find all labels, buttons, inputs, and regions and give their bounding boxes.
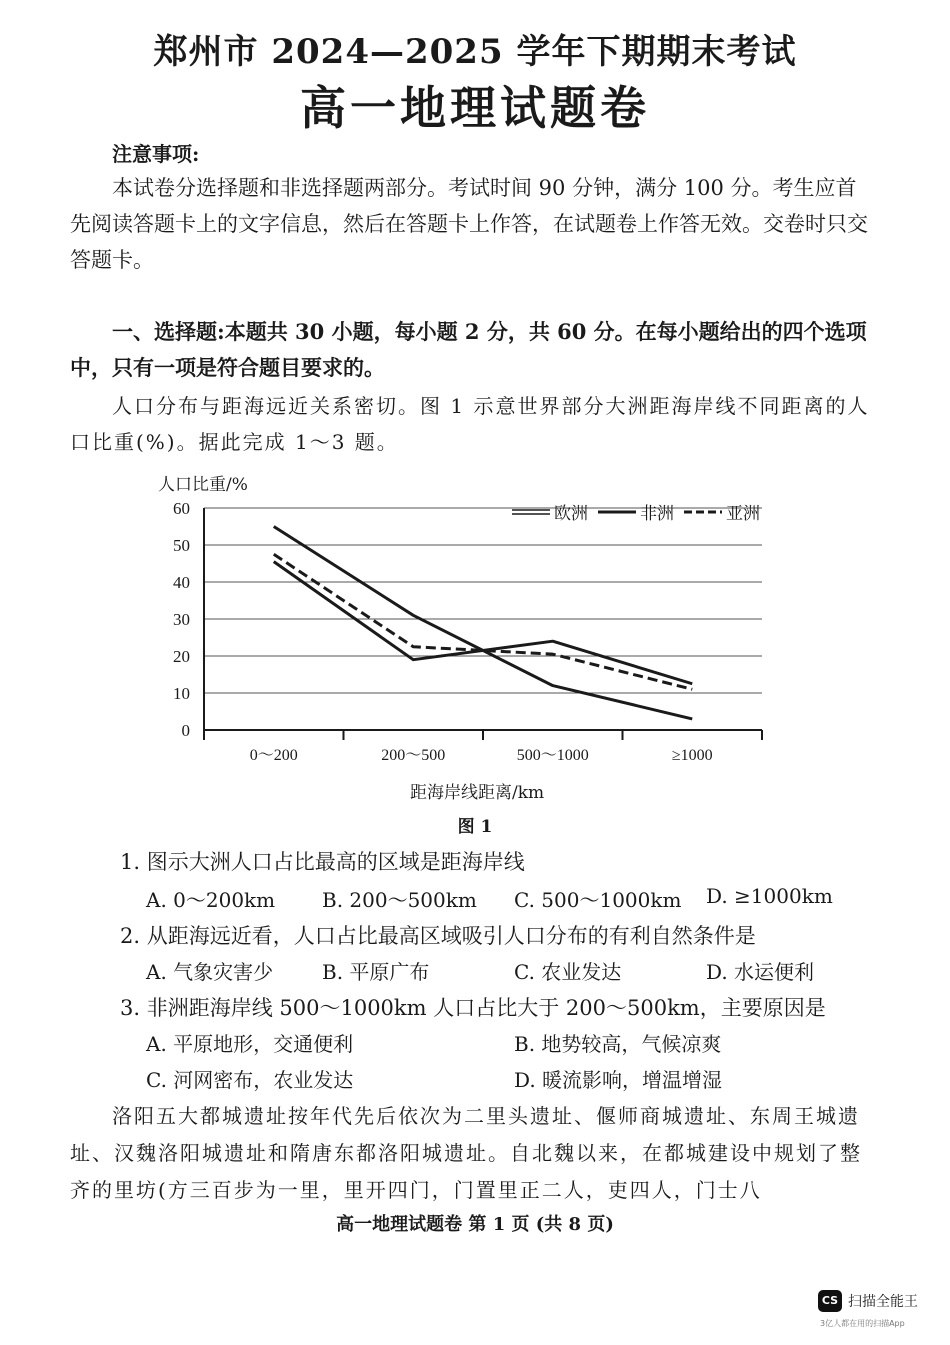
scanner-name: 扫描全能王: [848, 1294, 918, 1310]
question-3-option-a: A. 平原地形，交通便利: [146, 1032, 354, 1056]
question-intro: 人口分布与距海远近关系密切。图 1 示意世界部分大洲距海岸线不同距离的人口比重(%)。据此完成 1～3 题。: [70, 394, 870, 454]
question-1-option-d: D. ≥1000km: [706, 884, 833, 908]
question-1-option-b: B. 200～500km: [322, 888, 477, 912]
question-1-stem: 1. 图示大洲人口占比最高的区域是距海岸线: [120, 850, 525, 874]
question-1-option-c: C. 500～1000km: [514, 888, 682, 912]
population-chart: [140, 462, 790, 842]
legend-label-1: 非洲: [640, 504, 674, 523]
scanner-tagline: 3亿人都在用的扫描App: [820, 1319, 905, 1328]
exam-title: 郑州市 2024—2025 学年下期期末考试: [153, 32, 797, 72]
question-3-option-c: C. 河网密布，农业发达: [146, 1068, 354, 1092]
x-tick-label: ≥1000: [671, 747, 713, 764]
page-footer: 高一地理试题卷 第 1 页 (共 8 页): [336, 1214, 614, 1235]
question-3-option-d: D. 暖流影响，增温增湿: [514, 1068, 723, 1092]
notice-heading: 注意事项:: [112, 142, 200, 166]
question-2-option-a: A. 气象灾害少: [146, 960, 274, 984]
y-tick-label: 10: [173, 684, 190, 703]
scanner-watermark: [818, 1288, 938, 1332]
figure-caption: 图 1: [457, 817, 493, 837]
x-tick-label: 500～1000: [516, 747, 589, 764]
question-2-option-b: B. 平原广布: [322, 960, 430, 984]
question-2-option-c: C. 农业发达: [514, 960, 622, 984]
y-tick-label: 40: [173, 573, 190, 592]
x-tick-label: 0～200: [249, 747, 298, 764]
paper-title: 高一地理试题卷: [300, 81, 650, 135]
series-line-0: [274, 527, 693, 719]
camscanner-logo-icon: CS: [818, 1290, 842, 1312]
y-tick-label: 0: [181, 721, 190, 740]
section-heading: 一、选择题:本题共 30 小题，每小题 2 分，共 60 分。在每小题给出的四个选项中，只有一项是符合题目要求的。: [70, 319, 867, 380]
chart-x-label: 距海岸线距离/km: [410, 783, 545, 803]
question-3-option-b: B. 地势较高，气候凉爽: [514, 1032, 722, 1056]
x-tick-label: 200～500: [381, 747, 446, 764]
question-2-option-d: D. 水运便利: [706, 960, 815, 984]
question-2-stem: 2. 从距海远近看，人口占比最高区域吸引人口分布的有利自然条件是: [120, 924, 756, 948]
question-3-stem: 3. 非洲距海岸线 500～1000km 人口占比大于 200～500km，主要原因是: [120, 996, 826, 1020]
chart-svg: [140, 462, 790, 812]
reading-passage: 洛阳五大都城遗址按年代先后依次为二里头遗址、偃师商城遗址、东周王城遗址、汉魏洛阳城遗址和隋唐东都洛阳城遗址。自北魏以来，在都城建设中规划了整齐的里坊(方三百步为一里，里开四门，门置里正二人，吏四人，门士八: [70, 1104, 862, 1202]
y-tick-label: 20: [173, 647, 190, 666]
y-tick-label: 50: [173, 536, 190, 555]
legend-label-0: 欧洲: [554, 504, 588, 523]
series-line-1: [274, 562, 693, 684]
y-tick-label: 60: [173, 499, 190, 518]
series-line-2: [274, 554, 693, 689]
chart-y-label: 人口比重/%: [158, 475, 248, 495]
notice-body: 本试卷分选择题和非选择题两部分。考试时间 90 分钟，满分 100 分。考生应首先阅读答题卡上的文字信息，然后在答题卡上作答，在试题卷上作答无效。交卷时只交答题卡。: [70, 176, 868, 272]
y-tick-label: 30: [173, 610, 190, 629]
question-1-option-a: A. 0～200km: [146, 888, 276, 912]
legend-label-2: 亚洲: [726, 504, 760, 523]
